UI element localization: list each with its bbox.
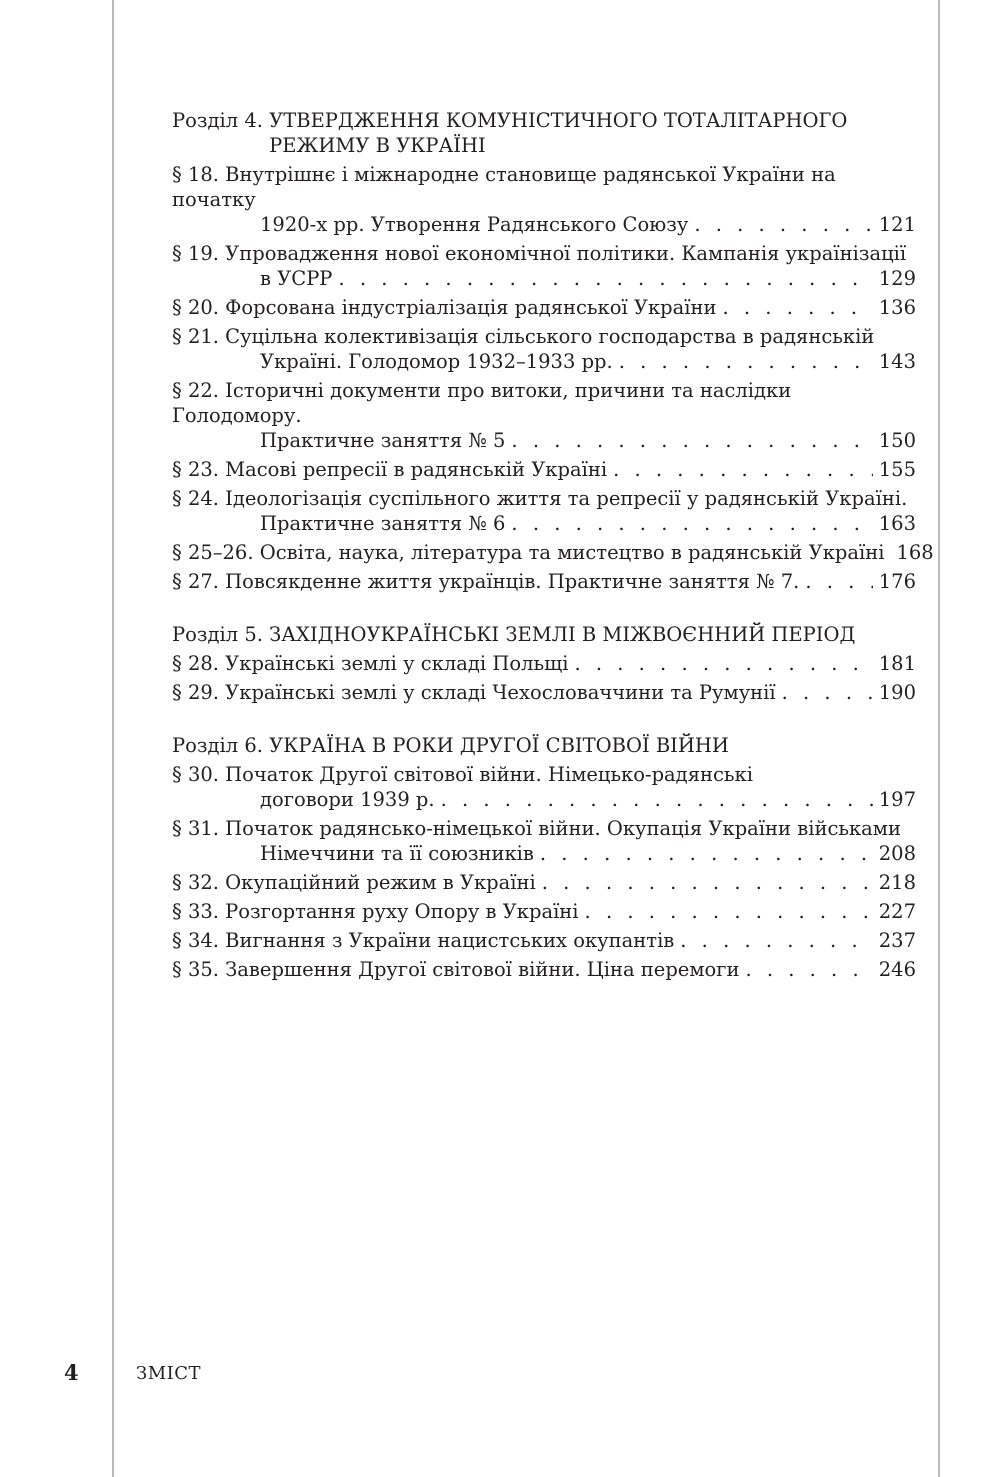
page-number: 4	[64, 1360, 79, 1385]
entry-page-number: 163	[878, 512, 916, 535]
entry-title-continuation: Німеччини та її союзників	[260, 842, 534, 865]
section-heading	[172, 108, 916, 158]
entry-page-number: 136	[878, 296, 916, 319]
toc-entry[interactable]	[172, 162, 916, 237]
dot-leader	[805, 569, 872, 594]
right-margin-rule	[938, 0, 940, 1477]
dot-leader	[694, 212, 872, 237]
entry-title-line: § 27. Повсякденне життя українців. Практичне заняття № 7.	[172, 570, 800, 593]
toc-entry[interactable]	[172, 680, 916, 705]
toc-entry[interactable]	[172, 957, 916, 982]
toc-entry[interactable]	[172, 870, 916, 895]
running-title: ЗМІСТ	[136, 1363, 202, 1384]
entry-title-line: § 20. Форсована індустріалізація радянської України	[172, 296, 717, 319]
entry-page-number: 208	[878, 842, 916, 865]
entry-title-continuation: в УСРР	[260, 267, 333, 290]
entry-title-line: § 21. Суцільна колективізація сільського господарства в радянській	[172, 325, 875, 348]
dot-leader	[585, 899, 873, 924]
section-heading	[172, 733, 916, 758]
section-title: УКРАЇНА В РОКИ ДРУГОЇ СВІТОВОЇ ВІЙНИ	[269, 734, 729, 757]
toc-entry[interactable]	[172, 486, 916, 536]
dot-leader	[574, 651, 872, 676]
entry-title-line: § 22. Історичні документи про витоки, причини та наслідки Голодомору.	[172, 379, 792, 427]
dot-leader	[540, 841, 873, 866]
left-margin-rule	[112, 0, 114, 1477]
entry-page-number: 190	[878, 681, 916, 704]
entry-page-number: 181	[878, 652, 916, 675]
entry-title-line: § 28. Українські землі у складі Польщі	[172, 652, 569, 675]
entry-title-line: § 24. Ідеологізація суспільного життя та репресії у радянській Україні.	[172, 487, 908, 510]
section-title: ЗАХІДНОУКРАЇНСЬКІ ЗЕМЛІ В МІЖВОЄННИЙ ПЕРІОД	[269, 623, 856, 646]
entry-title-line: § 18. Внутрішнє і міжнародне становище радянської України на початку	[172, 163, 836, 211]
dot-leader	[338, 266, 872, 291]
entry-title-continuation: Практичне заняття № 6	[260, 512, 506, 535]
toc-section	[172, 622, 916, 705]
entry-title-line: § 31. Початок радянсько-німецької війни. Окупація України військами	[172, 817, 901, 840]
toc-entry[interactable]	[172, 569, 916, 594]
entry-page-number: 246	[878, 958, 916, 981]
entry-page-number: 143	[878, 350, 916, 373]
dot-leader	[619, 349, 873, 374]
entry-title-line: § 32. Окупаційний режим в Україні	[172, 871, 536, 894]
entry-title-line: § 34. Вигнання з України нацистських окупантів	[172, 929, 675, 952]
toc-entry[interactable]	[172, 241, 916, 291]
entry-page-number: 129	[878, 267, 916, 290]
entry-title-continuation: Україні. Голодомор 1932–1933 рр.	[260, 350, 613, 373]
dot-leader	[680, 928, 872, 953]
dot-leader	[613, 457, 873, 482]
dot-leader	[745, 957, 872, 982]
entry-page-number: 150	[878, 429, 916, 452]
entry-title-continuation: договори 1939 р.	[260, 788, 435, 811]
entry-page-number: 168	[896, 541, 934, 564]
section-label: Розділ 6.	[172, 734, 263, 757]
entry-title-line: § 30. Початок Другої світової війни. Німецько-радянські	[172, 763, 753, 786]
table-of-contents	[172, 108, 934, 1010]
entry-title-continuation: Практичне заняття № 5	[260, 429, 506, 452]
entry-page-number: 227	[878, 900, 916, 923]
dot-leader	[782, 680, 873, 705]
toc-entry[interactable]	[172, 324, 916, 374]
toc-entry[interactable]	[172, 928, 916, 953]
section-heading	[172, 622, 916, 647]
toc-entry[interactable]	[172, 816, 916, 866]
entry-title-continuation: 1920-х рр. Утворення Радянського Союзу	[260, 213, 689, 236]
entry-title-line: § 25–26. Освіта, наука, література та мистецтво в радянській Україні	[172, 541, 885, 564]
toc-section	[172, 108, 934, 594]
entry-page-number: 237	[878, 929, 916, 952]
entry-title-line: § 33. Розгортання руху Опору в Україні	[172, 900, 579, 923]
toc-entry[interactable]	[172, 899, 916, 924]
section-label: Розділ 4.	[172, 109, 263, 132]
toc-entry[interactable]	[172, 762, 916, 812]
entry-page-number: 218	[878, 871, 916, 894]
toc-entry[interactable]	[172, 457, 916, 482]
entry-title-line: § 35. Завершення Другої світової війни. Ціна перемоги	[172, 958, 740, 981]
entry-title-line: § 23. Масові репресії в радянській Україні	[172, 458, 608, 481]
dot-leader	[511, 511, 872, 536]
entry-page-number: 155	[878, 458, 916, 481]
toc-section	[172, 733, 916, 982]
toc-entry[interactable]	[172, 540, 934, 565]
toc-entry[interactable]	[172, 295, 916, 320]
entry-page-number: 176	[878, 570, 916, 593]
entry-page-number: 197	[878, 788, 916, 811]
dot-leader	[441, 787, 873, 812]
section-label: Розділ 5.	[172, 623, 263, 646]
dot-leader	[723, 295, 873, 320]
dot-leader	[542, 870, 873, 895]
toc-entry[interactable]	[172, 651, 916, 676]
entry-page-number: 121	[878, 213, 916, 236]
toc-entry[interactable]	[172, 378, 916, 453]
section-title: УТВЕРДЖЕННЯ КОМУНІСТИЧНОГО ТОТАЛІТАРНОГО РЕЖИМУ В УКРАЇНІ	[269, 109, 848, 157]
entry-title-line: § 19. Упровадження нової економічної політики. Кампанія українізації	[172, 242, 907, 265]
entry-title-line: § 29. Українські землі у складі Чехословаччини та Румунії	[172, 681, 776, 704]
dot-leader	[511, 428, 872, 453]
